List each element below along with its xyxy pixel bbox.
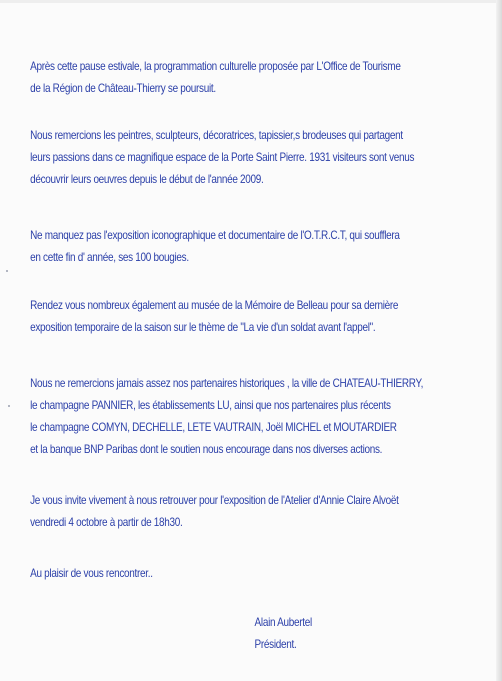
paragraph-partners — [30, 373, 423, 461]
paragraph-closing — [30, 563, 153, 585]
scan-right-edge — [496, 0, 502, 681]
paragraph-intro — [30, 56, 400, 100]
signature-title: Président. — [254, 638, 297, 651]
paragraph-invitation — [30, 490, 398, 534]
text-line: Ne manquez pas l'exposition iconographique et documentaire de l'O.T.R.C.T, qui soufflera — [30, 229, 400, 242]
text-line: exposition temporaire de la saison sur le thème de "La vie d'un soldat avant l'appel". — [30, 321, 376, 334]
text-line: Nous remercions les peintres, sculpteurs, décoratrices, tapissier,s brodeuses qui partagent — [30, 129, 403, 142]
text-line: Rendez vous nombreux également au musée de la Mémoire de Belleau pour sa dernière — [30, 299, 399, 312]
text-line: leurs passions dans ce magnifique espace de la Porte Saint Pierre. 1931 visiteurs sont venus — [30, 151, 415, 164]
scan-top-edge — [0, 0, 502, 3]
signature-block — [255, 612, 312, 656]
text-line: découvrir leurs oeuvres depuis le début de l'année 2009. — [30, 173, 264, 186]
text-line: le champagne PANNIER, les établissements LU, ainsi que nos partenaires plus récents — [30, 399, 391, 412]
text-line: Je vous invite vivement à nous retrouver pour l'exposition de l'Atelier d'Annie Claire Alvoët — [30, 494, 399, 507]
text-line: Après cette pause estivale, la programmation culturelle proposée par L'Office de Tourisme — [30, 60, 401, 73]
text-line: Au plaisir de vous rencontrer.. — [30, 567, 153, 580]
text-line: et la banque BNP Paribas dont le soutien nous encourage dans nos diverses actions. — [30, 443, 383, 456]
text-line: de la Région de Château-Thierry se poursuit. — [30, 82, 216, 95]
scan-speck — [8, 405, 10, 407]
signature-name: Alain Aubertel — [254, 616, 312, 629]
text-line: en cette fin d' année, ses 100 bougies. — [30, 251, 189, 264]
text-line: vendredi 4 octobre à partir de 18h30. — [30, 516, 183, 529]
scan-speck — [6, 270, 8, 272]
text-line: le champagne COMYN, DECHELLE, LETE VAUTRAIN, Joël MICHEL et MOUTARDIER — [30, 421, 397, 434]
text-line: Nous ne remercions jamais assez nos partenaires historiques , la ville de CHATEAU-THIERRY, — [30, 377, 424, 390]
paragraph-thanks-artists — [30, 125, 414, 191]
paragraph-museum — [30, 295, 398, 339]
paragraph-exhibition — [30, 225, 400, 269]
